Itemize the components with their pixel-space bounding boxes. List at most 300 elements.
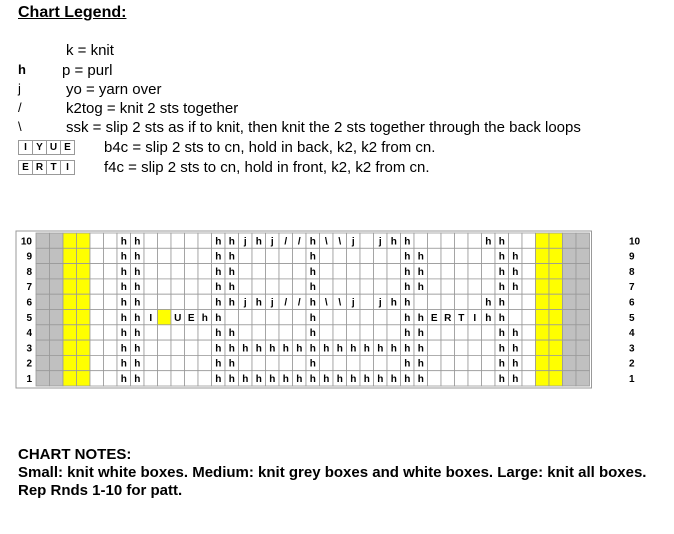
chart-cell (482, 340, 496, 355)
chart-cell (468, 279, 482, 294)
chart-cell (482, 248, 496, 263)
chart-cell (63, 294, 77, 309)
chart-cell (198, 279, 212, 294)
chart-cell (279, 355, 293, 370)
chart-cell (347, 355, 361, 370)
chart-stitch-symbol: h (498, 328, 505, 340)
chart-cell (455, 294, 469, 309)
chart-stitch-symbol: h (228, 251, 235, 263)
chart-stitch-symbol: h (417, 251, 424, 263)
chart-cell (144, 340, 158, 355)
chart-cell (333, 325, 347, 340)
chart-cell (468, 340, 482, 355)
chart-cell (428, 355, 442, 370)
chart-cell (90, 310, 104, 325)
legend-symbol: h (18, 62, 26, 77)
chart-cell (77, 294, 91, 309)
chart-cell (50, 371, 64, 386)
chart-stitch-symbol: h (498, 343, 505, 355)
chart-stitch-symbol: h (120, 343, 127, 355)
chart-cell (360, 264, 374, 279)
chart-cell (549, 233, 563, 248)
chart-cell (293, 248, 307, 263)
chart-stitch-symbol: j (243, 297, 247, 309)
chart-cell (482, 325, 496, 340)
chart-cell (185, 325, 199, 340)
chart-cell (50, 264, 64, 279)
chart-cell (374, 264, 388, 279)
chart-cell (171, 325, 185, 340)
chart-cell (104, 279, 118, 294)
chart-cell (239, 310, 253, 325)
chart-stitch-symbol: j (378, 297, 382, 309)
chart-cell (549, 355, 563, 370)
chart-stitch-symbol: h (485, 297, 492, 309)
chart-cell (77, 248, 91, 263)
chart-stitch-symbol: h (215, 358, 222, 370)
chart-stitch-symbol: h (363, 343, 370, 355)
chart-cell (63, 279, 77, 294)
chart-cell (536, 264, 550, 279)
chart-cell (360, 355, 374, 370)
legend-description: k = knit (66, 42, 114, 59)
chart-cell (90, 294, 104, 309)
chart-cell (441, 248, 455, 263)
chart-cell (63, 325, 77, 340)
chart-stitch-symbol: j (270, 297, 274, 309)
chart-stitch-symbol: h (309, 358, 316, 370)
chart-stitch-symbol: h (228, 236, 235, 248)
chart-cell (90, 264, 104, 279)
chart-stitch-symbol: h (390, 374, 397, 385)
chart-cell (441, 340, 455, 355)
chart-stitch-symbol: h (512, 374, 519, 385)
chart-cell (185, 294, 199, 309)
chart-cell (50, 355, 64, 370)
chart-stitch-symbol: / (284, 297, 288, 309)
chart-cell (252, 325, 266, 340)
chart-cell (144, 248, 158, 263)
chart-stitch-symbol: h (242, 374, 249, 385)
chart-cell (576, 248, 590, 263)
chart-stitch-symbol: h (255, 374, 262, 385)
chart-cell (563, 310, 577, 325)
row-number-left: 5 (26, 312, 32, 324)
chart-cell (90, 371, 104, 386)
chart-cell (522, 233, 536, 248)
chart-cell (50, 248, 64, 263)
chart-cell (90, 325, 104, 340)
chart-cell (414, 233, 428, 248)
row-number-left: 10 (20, 236, 32, 248)
chart-cell (455, 279, 469, 294)
chart-stitch-symbol: h (417, 343, 424, 355)
chart-cell (252, 248, 266, 263)
chart-cell (171, 233, 185, 248)
chart-cell (509, 310, 523, 325)
chart-cell (536, 279, 550, 294)
chart-cell (482, 371, 496, 386)
chart-cell (252, 355, 266, 370)
chart-cell (185, 248, 199, 263)
chart-cell (414, 294, 428, 309)
chart-notes (18, 446, 658, 500)
chart-cell (185, 340, 199, 355)
chart-cell (171, 294, 185, 309)
chart-cell (266, 248, 280, 263)
chart-cell (347, 248, 361, 263)
chart-cell (482, 279, 496, 294)
chart-cell (50, 310, 64, 325)
chart-stitch-symbol: h (417, 266, 424, 278)
chart-cell (77, 355, 91, 370)
chart-stitch-symbol: h (120, 282, 127, 294)
chart-stitch-symbol: h (390, 236, 397, 248)
chart-cell (293, 355, 307, 370)
chart-cell (536, 325, 550, 340)
chart-stitch-symbol: j (351, 236, 355, 248)
chart-cell (374, 310, 388, 325)
chart-cell (536, 294, 550, 309)
chart-cell (360, 233, 374, 248)
chart-cell (198, 371, 212, 386)
chart-cell (239, 279, 253, 294)
chart-stitch-symbol: h (282, 343, 289, 355)
chart-stitch-symbol: h (296, 374, 303, 385)
chart-cell (279, 310, 293, 325)
chart-cell (266, 279, 280, 294)
chart-cell (77, 340, 91, 355)
chart-stitch-symbol: h (309, 343, 316, 355)
chart-cell (441, 279, 455, 294)
chart-cell (50, 279, 64, 294)
chart-cell (522, 355, 536, 370)
chart-stitch-symbol: h (296, 343, 303, 355)
chart-stitch-symbol: h (269, 343, 276, 355)
notes-heading: CHART NOTES: (18, 446, 132, 463)
chart-cell (225, 310, 239, 325)
chart-cell (549, 248, 563, 263)
chart-cell (185, 279, 199, 294)
chart-cell (576, 340, 590, 355)
chart-cell (374, 279, 388, 294)
chart-cell (198, 325, 212, 340)
chart-cell (144, 371, 158, 386)
chart-cell (90, 233, 104, 248)
chart-cell (549, 310, 563, 325)
row-number-right: 4 (629, 328, 635, 340)
chart-cell (563, 371, 577, 386)
chart-cell (171, 279, 185, 294)
chart-stitch-symbol: h (336, 343, 343, 355)
chart-stitch-symbol: h (377, 343, 384, 355)
chart-stitch-symbol: h (215, 266, 222, 278)
chart-cell (104, 248, 118, 263)
chart-cell (144, 325, 158, 340)
chart-cell (171, 355, 185, 370)
chart-cell (239, 355, 253, 370)
chart-stitch-symbol: E (430, 312, 438, 324)
chart-cell (347, 310, 361, 325)
chart-cell (455, 233, 469, 248)
row-number-left: 2 (26, 358, 32, 370)
chart-cell (36, 294, 50, 309)
chart-stitch-symbol: h (498, 358, 505, 370)
chart-cell (522, 294, 536, 309)
chart-stitch-symbol: h (120, 251, 127, 263)
chart-stitch-symbol: h (215, 282, 222, 294)
chart-stitch-symbol: h (215, 251, 222, 263)
chart-cell (266, 355, 280, 370)
chart-cell (63, 310, 77, 325)
chart-cell (576, 294, 590, 309)
chart-cell (90, 248, 104, 263)
chart-cell (468, 248, 482, 263)
chart-stitch-symbol: h (255, 236, 262, 248)
chart-cell (90, 340, 104, 355)
chart-cell (549, 325, 563, 340)
chart-stitch-symbol: h (498, 236, 505, 248)
chart-stitch-symbol: h (390, 297, 397, 309)
chart-stitch-symbol: h (120, 374, 127, 385)
chart-cell (455, 340, 469, 355)
legend-description: f4c = slip 2 sts to cn, hold in front, k2, k2 from cn. (104, 159, 430, 176)
chart-stitch-symbol: h (485, 312, 492, 324)
chart-cell (239, 264, 253, 279)
chart-cell (63, 233, 77, 248)
chart-cell (522, 264, 536, 279)
chart-cell (36, 248, 50, 263)
chart-cell (360, 294, 374, 309)
chart-cell (360, 248, 374, 263)
chart-cell (293, 264, 307, 279)
chart-cell (158, 340, 172, 355)
chart-stitch-symbol: h (404, 266, 411, 278)
row-number-right: 2 (629, 358, 635, 370)
row-number-left: 1 (26, 374, 32, 385)
chart-cell (36, 340, 50, 355)
chart-cell (158, 310, 172, 325)
row-number-left: 6 (26, 297, 32, 309)
chart-stitch-symbol: h (512, 266, 519, 278)
chart-stitch-symbol: h (242, 343, 249, 355)
chart-stitch-symbol: j (243, 236, 247, 248)
chart-cell (360, 279, 374, 294)
chart-stitch-symbol: \ (324, 297, 328, 309)
chart-cell (428, 248, 442, 263)
chart-cell (63, 355, 77, 370)
chart-cell (563, 294, 577, 309)
chart-cell (198, 264, 212, 279)
chart-cell (144, 279, 158, 294)
chart-stitch-symbol: h (134, 236, 141, 248)
chart-cell (455, 248, 469, 263)
chart-stitch-symbol: h (498, 282, 505, 294)
chart-stitch-symbol: h (404, 251, 411, 263)
chart-cell (77, 233, 91, 248)
row-number-right: 5 (629, 312, 635, 324)
chart-stitch-symbol: h (228, 374, 235, 385)
chart-stitch-symbol: h (134, 282, 141, 294)
chart-stitch-symbol: h (417, 282, 424, 294)
chart-cell (563, 355, 577, 370)
chart-cell (63, 264, 77, 279)
chart-stitch-symbol: h (228, 358, 235, 370)
chart-cell (482, 355, 496, 370)
chart-cell (36, 310, 50, 325)
chart-cell (536, 340, 550, 355)
chart-cell (522, 248, 536, 263)
chart-cell (522, 279, 536, 294)
chart-cell (536, 371, 550, 386)
chart-cell (509, 294, 523, 309)
chart-cell (279, 248, 293, 263)
chart-cell (536, 310, 550, 325)
chart-cell (387, 279, 401, 294)
chart-cell (185, 355, 199, 370)
chart-stitch-symbol: h (404, 343, 411, 355)
chart-cell (198, 340, 212, 355)
chart-stitch-symbol: h (215, 297, 222, 309)
notes-repeat: Rep Rnds 1-10 for patt. (18, 482, 183, 499)
chart-cell (266, 310, 280, 325)
chart-cell (320, 264, 334, 279)
chart-stitch-symbol: E (187, 312, 195, 324)
chart-stitch-symbol: h (485, 236, 492, 248)
chart-cell (158, 294, 172, 309)
chart-stitch-symbol: h (498, 374, 505, 385)
chart-stitch-symbol: h (120, 236, 127, 248)
chart-cell (536, 233, 550, 248)
chart-stitch-symbol: h (134, 374, 141, 385)
chart-cell (428, 340, 442, 355)
chart-cell (185, 233, 199, 248)
chart-cell (549, 340, 563, 355)
chart-cell (320, 310, 334, 325)
chart-stitch-symbol: h (309, 374, 316, 385)
chart-stitch-symbol: h (134, 251, 141, 263)
chart-cell (347, 325, 361, 340)
chart-stitch-symbol: h (512, 251, 519, 263)
chart-cell (455, 355, 469, 370)
chart-stitch-symbol: h (512, 343, 519, 355)
chart-cell (428, 371, 442, 386)
chart-cell (333, 264, 347, 279)
chart-stitch-symbol: h (404, 328, 411, 340)
chart-cell (252, 264, 266, 279)
chart-stitch-symbol: h (417, 358, 424, 370)
chart-cell (171, 264, 185, 279)
chart-stitch-symbol: / (297, 297, 301, 309)
chart-stitch-symbol: h (134, 266, 141, 278)
chart-cell (428, 233, 442, 248)
chart-cell (50, 325, 64, 340)
legend-symbol-cell: E (18, 160, 33, 175)
legend-symbol-cell: T (46, 160, 61, 175)
chart-cell (36, 264, 50, 279)
chart-stitch-symbol: h (512, 282, 519, 294)
chart-cell (441, 264, 455, 279)
chart-cell (293, 279, 307, 294)
chart-stitch-symbol: h (134, 328, 141, 340)
chart-stitch-symbol: j (378, 236, 382, 248)
chart-stitch-symbol: h (134, 343, 141, 355)
chart-cell (549, 294, 563, 309)
chart-stitch-symbol: h (228, 266, 235, 278)
legend-symbol-cell: U (46, 140, 61, 155)
chart-stitch-symbol: h (215, 343, 222, 355)
chart-stitch-symbol: h (269, 374, 276, 385)
chart-cell (266, 325, 280, 340)
chart-cell (387, 264, 401, 279)
chart-cell (576, 355, 590, 370)
chart-cell (279, 264, 293, 279)
chart-cell (360, 325, 374, 340)
chart-stitch-symbol: h (404, 312, 411, 324)
chart-stitch-symbol: U (174, 312, 182, 324)
chart-stitch-symbol: I (149, 312, 153, 324)
chart-stitch-symbol: / (284, 236, 288, 248)
chart-cell (441, 325, 455, 340)
chart-stitch-symbol: h (498, 297, 505, 309)
chart-cell (428, 279, 442, 294)
chart-cell (63, 340, 77, 355)
chart-cell (104, 310, 118, 325)
chart-cell (198, 294, 212, 309)
chart-cell (576, 233, 590, 248)
chart-stitch-symbol: h (377, 374, 384, 385)
chart-cell (360, 310, 374, 325)
chart-cell (36, 371, 50, 386)
chart-cell (549, 371, 563, 386)
chart-stitch-symbol: T (458, 312, 465, 324)
chart-cell (549, 264, 563, 279)
chart-cell (50, 233, 64, 248)
legend-symbol: j (18, 81, 21, 96)
chart-cell (455, 371, 469, 386)
chart-cell (320, 279, 334, 294)
chart-cell (198, 248, 212, 263)
chart-cell (374, 325, 388, 340)
chart-cell (77, 310, 91, 325)
chart-stitch-symbol: h (215, 236, 222, 248)
chart-cell (549, 279, 563, 294)
chart-cell (468, 355, 482, 370)
chart-cell (144, 264, 158, 279)
chart-cell (198, 233, 212, 248)
chart-stitch-symbol: h (336, 374, 343, 385)
chart-stitch-symbol: h (350, 343, 357, 355)
legend-symbol: / (18, 100, 22, 115)
chart-cell (77, 371, 91, 386)
legend-description: ssk = slip 2 sts as if to knit, then knit the 2 sts together through the back loops (66, 119, 581, 136)
chart-cell (482, 264, 496, 279)
chart-cell (576, 279, 590, 294)
chart-cell (90, 279, 104, 294)
chart-cell (428, 264, 442, 279)
chart-stitch-symbol: h (120, 297, 127, 309)
chart-cell (441, 233, 455, 248)
chart-stitch-symbol: I (473, 312, 477, 324)
chart-stitch-symbol: \ (324, 236, 328, 248)
chart-stitch-symbol: h (309, 328, 316, 340)
chart-cell (104, 371, 118, 386)
chart-stitch-symbol: / (297, 236, 301, 248)
chart-stitch-symbol: j (351, 297, 355, 309)
chart-stitch-symbol: j (270, 236, 274, 248)
chart-stitch-symbol: h (309, 251, 316, 263)
row-number-right: 8 (629, 266, 635, 278)
